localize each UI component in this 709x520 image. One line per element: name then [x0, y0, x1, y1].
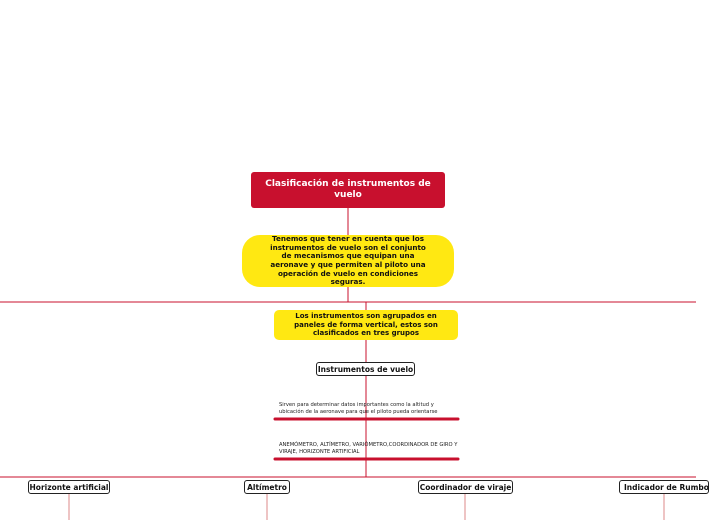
- leaf-horizonte-artificial[interactable]: [28, 480, 110, 494]
- root-title: Clasificación de instrumentos de vuelo: [265, 179, 431, 200]
- instruments-label: Instrumentos de vuelo: [317, 364, 414, 374]
- intro-text: Tenemos que tener en cuenta que los instrumentos de vuelo son el conjunto de mecanismos que equipan una aeronave y que permiten al piloto una operación de vuelo en condiciones seguras.: [270, 234, 426, 287]
- note-instrument-list[interactable]: ANEMÓMETRO, ALTÍMETRO, VARIÓMETRO,COORDINADOR DE GIRO Y VIRAJE, HORIZONTE ARTIFICIAL: [279, 442, 458, 455]
- root-topic[interactable]: [251, 172, 445, 208]
- leaf-label: Coordinador de viraje: [419, 482, 512, 492]
- leaf-coordinador-de-viraje[interactable]: [418, 480, 513, 494]
- leaf-altimetro[interactable]: [244, 480, 290, 494]
- note-purpose[interactable]: Sirven para determinar datos importantes como la altitud y ubicación de la aeronave para que el piloto pueda orientarse: [279, 402, 438, 415]
- instruments-topic[interactable]: [316, 362, 415, 376]
- leaf-label: Indicador de Rumbo: [624, 482, 709, 492]
- groups-topic[interactable]: [274, 310, 458, 340]
- leaf-label: Horizonte artificial: [29, 482, 109, 492]
- leaf-label: Altímetro: [247, 482, 287, 492]
- intro-topic[interactable]: [242, 235, 454, 287]
- leaf-indicador-de-rumbo[interactable]: [619, 480, 709, 494]
- groups-text: Los instrumentos son agrupados en paneles de forma vertical, estos son clasificados en tres grupos: [294, 312, 438, 338]
